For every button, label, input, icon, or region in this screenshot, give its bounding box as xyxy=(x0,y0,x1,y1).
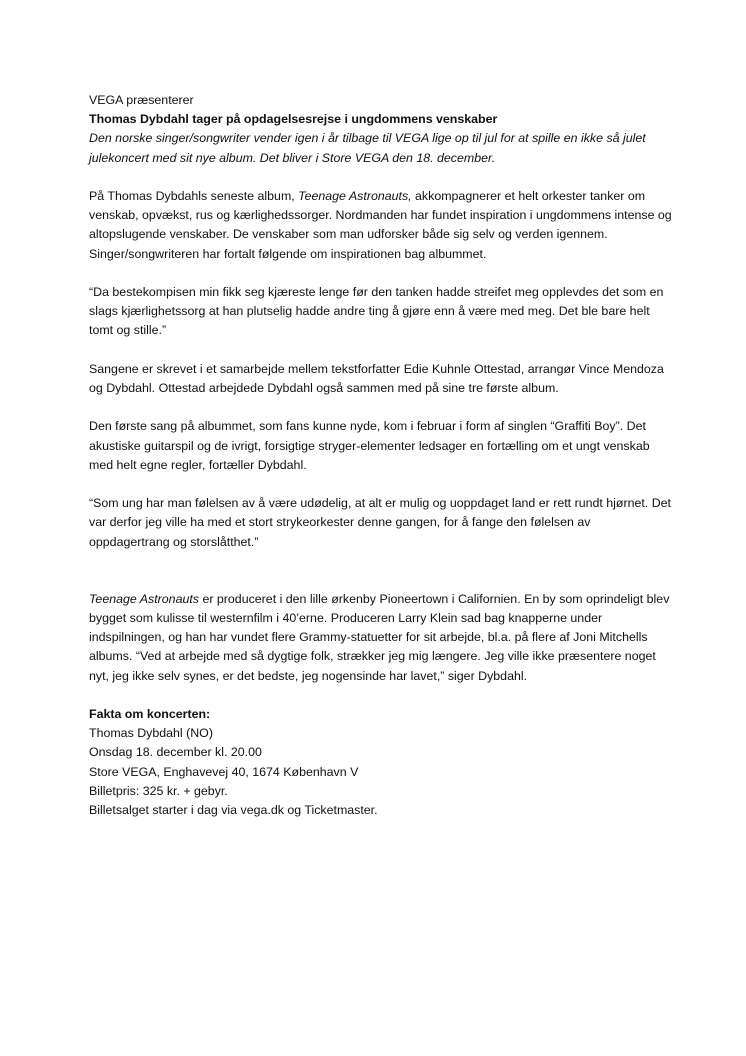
document-body xyxy=(89,91,674,820)
album-title: Teenage Astronauts, xyxy=(298,189,412,203)
album-title-production: Teenage Astronauts xyxy=(89,591,199,606)
paragraph-album-intro xyxy=(89,187,674,264)
fact-price: Billetpris: 325 kr. + gebyr. xyxy=(89,783,228,798)
album-intro-text-before: På Thomas Dybdahls seneste album, xyxy=(89,189,299,203)
fact-date: Onsdag 18. december kl. 20.00 xyxy=(89,745,262,760)
paragraph-production xyxy=(89,590,674,686)
album-intro-text-after: akkompagnerer et helt orkester tanker om venskab, opvækst, rus og kærlighedssorger. Nordmanden har fundet inspiration i ungdommens intense og altopslugende venskaber. De venskaber som man udforsker både sig selv og verden igennem. Singer/songwriteren har fortalt følgende om inspirationen bag albummet. xyxy=(89,189,672,261)
facts-list xyxy=(89,724,674,820)
quote-friendship: “Da bestekompisen min fikk seg kjæreste lenge før den tanken hadde streifet meg opplevdes det som en slags kjærlighetssorg at han plutselig hadde andre ting å gjøre enn å være med meg. Det ble bare helt tomt og stille.” xyxy=(89,285,664,338)
production-text: er produceret i den lille ørkenby Pioneertown i Californien. En by som oprindeligt blev bygget som kulisse til westernfilm i 40’erne. Produceren Larry Klein sad bag knapperne under indspilningen, og han har vundet flere Grammy-statuetter for sit arbejde, bl.a. på flere af Joni Mitchells albums. “Ved at arbejde med så dygtige folk, strækker jeg mig længere. Jeg ville ikke præsentere noget nyt, jeg ikke selv synes, er det bedste, jeg nogensinde har lavet,” siger Dybdahl. xyxy=(89,591,670,683)
presenter-line: VEGA præsenterer xyxy=(89,93,194,107)
fact-artist: Thomas Dybdahl (NO) xyxy=(89,726,213,741)
lead-paragraph: Den norske singer/songwriter vender igen i år tilbage til VEGA lige op til jul for at spille en ikke så julet julekoncert med sit nye album. Det bliver i Store VEGA den 18. december. xyxy=(89,131,646,165)
paragraph-collaboration: Sangene er skrevet i et samarbejde mellem tekstforfatter Edie Kuhnle Ottestad, arrangør Vince Mendoza og Dybdahl. Ottestad arbejdede Dybdahl også sammen med på sine tre første album. xyxy=(89,361,664,395)
quote-immortal: “Som ung har man følelsen av å være udødelig, at alt er mulig og uoppdaget land er rett rundt hjørnet. Det var derfor jeg ville ha med et stort strykeorkester denne gangen, for å fange den følelsen av oppdagertrang og storslåtthet.” xyxy=(89,496,671,549)
facts-heading: Fakta om koncerten: xyxy=(89,707,211,721)
fact-ticket-sale: Billetsalget starter i dag via vega.dk og Ticketmaster. xyxy=(89,803,378,818)
fact-venue: Store VEGA, Enghavevej 40, 1674 København V xyxy=(89,764,359,779)
paragraph-single: Den første sang på albummet, som fans kunne nyde, kom i februar i form af singlen “Graffiti Boy”. Det akustiske guitarspil og de ivrigt, forsigtige stryger-elementer ledsager en fortælling om et ungt venskab med helt egne regler, fortæller Dybdahl. xyxy=(89,419,650,472)
headline: Thomas Dybdahl tager på opdagelsesrejse i ungdommens venskaber xyxy=(89,112,498,127)
